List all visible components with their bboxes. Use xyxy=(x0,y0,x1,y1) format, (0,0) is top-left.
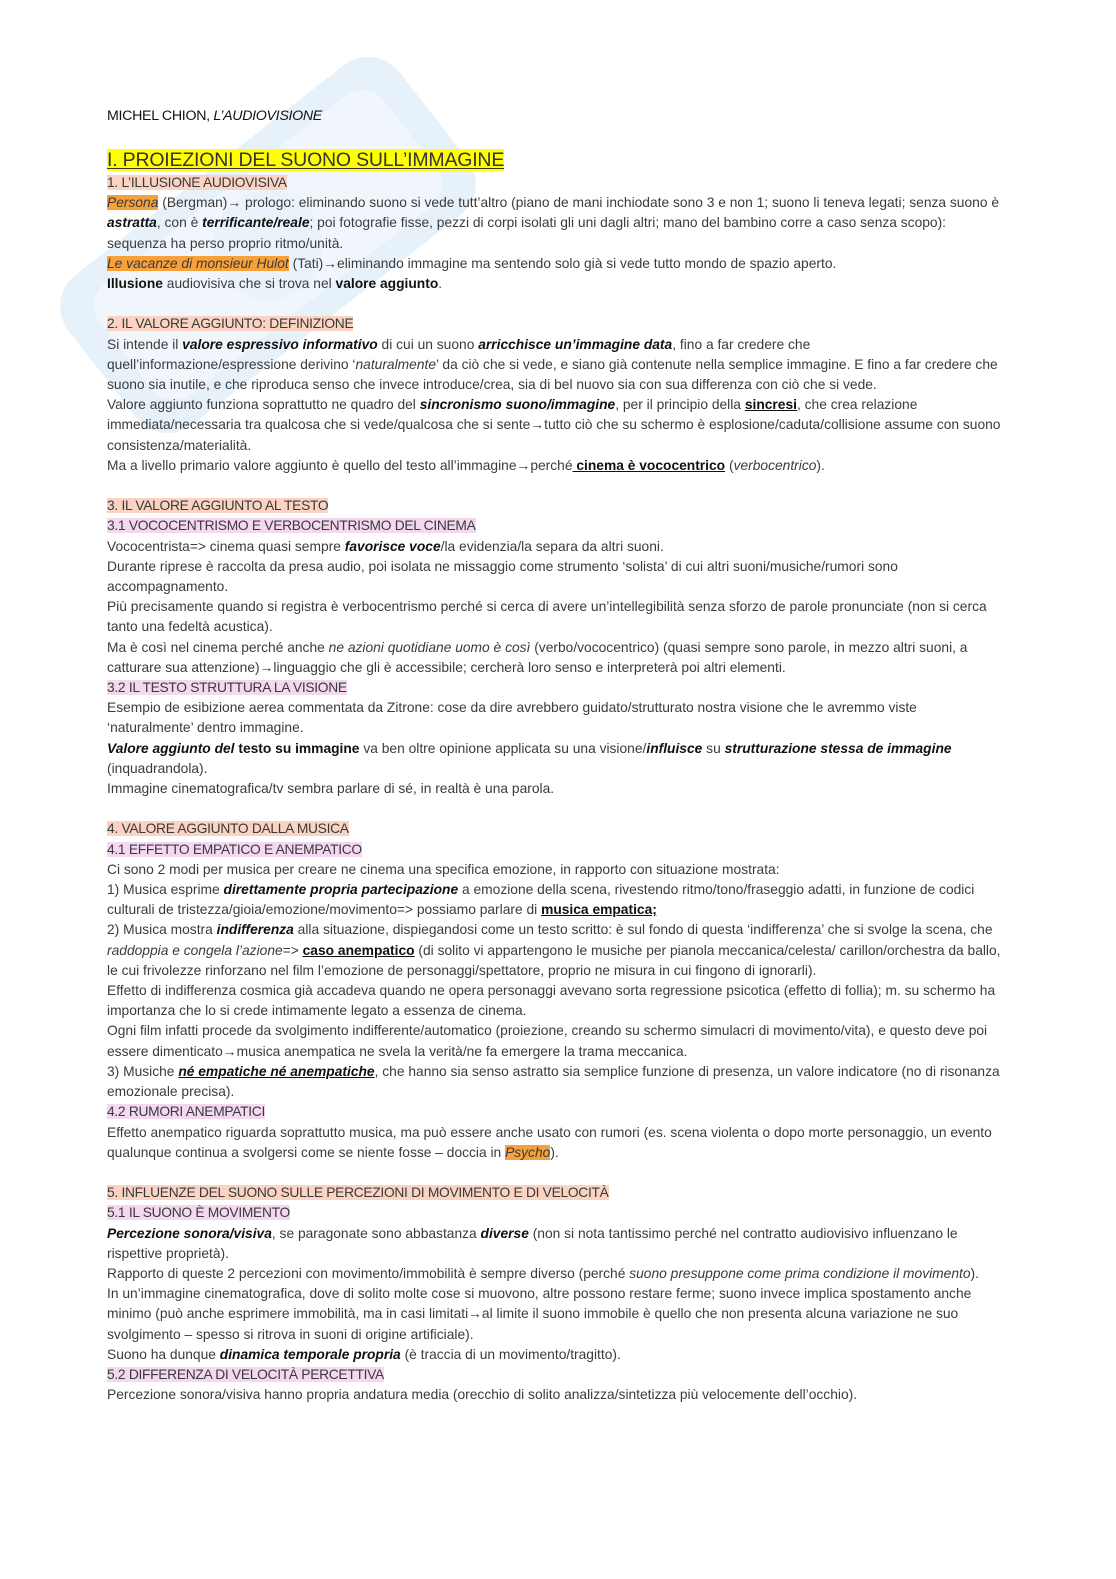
text-run: audiovisiva che si trova nel xyxy=(162,276,336,292)
key-term: terrificante/reale xyxy=(202,215,310,231)
text-run: Percezione sonora/visiva hanno propria andatura media (orecchio di solito analizza/sintetizza più velocemente dell’occhio). xyxy=(107,1387,858,1403)
text-run: (non si nota tantissimo perché nel contratto audiovisivo influenzano le rispettive proprietà). xyxy=(107,1225,958,1261)
text-run: ; poi fotografie fisse, pezzi di corpi isolati gli uni dagli altri; mano del bambino corre a caso senza scopo): sequenza ha perso proprio ritmo/unità. xyxy=(107,215,947,251)
key-term: dinamica temporale propria xyxy=(219,1346,401,1362)
document-page xyxy=(107,106,1003,1405)
section-heading xyxy=(107,819,1003,839)
subsection-heading-text: 5.2 DIFFERENZA DI VELOCITÀ PERCETTIVA xyxy=(107,1366,384,1382)
text-run: Vococentrista=> cinema quasi sempre xyxy=(107,538,345,554)
italic-text: raddoppia e congela l’azione xyxy=(107,942,283,958)
paragraph xyxy=(107,193,1003,254)
text-run: va ben oltre opinione applicata su una visione/ xyxy=(359,740,647,756)
text-run: Durante riprese è raccolta da presa audio, poi isolata ne missaggio come strumento ‘solista’ di cui altri suoni/musiche/rumori sono accompagnamento. xyxy=(107,558,898,595)
text-run: ). xyxy=(970,1265,979,1281)
text-run: (Bergman)→ prologo: eliminando suono si vede tutt’altro (piano de mani inchiodate sono 3 e non 1; suono li teneva legati; senza suono è xyxy=(158,195,999,211)
paragraph xyxy=(107,1123,1003,1163)
underlined-term: né empatiche né anempatiche xyxy=(178,1063,375,1079)
paragraph xyxy=(107,981,1003,1021)
subsection-heading xyxy=(107,1203,1003,1223)
paragraph xyxy=(107,698,1003,738)
key-term: sincronismo suono/immagine xyxy=(419,397,616,413)
paragraph xyxy=(107,254,1003,274)
text-run: Immagine cinematografica/tv sembra parlare di sé, in realtà è una parola. xyxy=(107,781,555,797)
key-term: valore espressivo informativo xyxy=(182,336,378,352)
paragraph xyxy=(107,1385,1003,1405)
text-run: , che hanno sia senso astratto sia semplice funzione di presenza, un valore indicatore (no di risonanza emozionale precisa). xyxy=(107,1063,1000,1100)
text-run: ( xyxy=(725,457,734,473)
text-run: (verbo/vococentrico) (quasi sempre sono parole, in mezzo altri suoni, a catturare sua attenzione)→linguaggio che gli è accessibile; cercherà loro senso e interpreterà poi altri elementi. xyxy=(107,639,968,675)
paragraph xyxy=(107,1284,1003,1345)
text-run: , se paragonate sono abbastanza xyxy=(271,1225,481,1241)
text-run: (Tati)→eliminando immagine ma sentendo solo già si vede tutto mondo de spazio aperto. xyxy=(288,255,837,271)
italic-text: suono presuppone come prima condizione il movimento xyxy=(629,1265,971,1281)
text-run: Ma a livello primario valore aggiunto è quello del testo all’immagine→perché xyxy=(107,457,573,473)
paragraph xyxy=(107,335,1003,396)
text-run: ). xyxy=(550,1144,559,1160)
paragraph xyxy=(107,1264,1003,1284)
key-term: arricchisce un’immagine data xyxy=(478,336,673,352)
subsection-heading xyxy=(107,516,1003,536)
text-run: , fino a far credere che quell’informazione/espressione derivino ‘ xyxy=(107,336,811,372)
film-title-highlight: Le vacanze di monsieur Hulot xyxy=(107,255,289,271)
key-term: valore aggiunto xyxy=(335,276,439,292)
document-title xyxy=(107,106,1003,126)
film-title-highlight: Psycho xyxy=(505,1144,551,1160)
key-term: Illusione xyxy=(107,276,163,292)
key-term: favorisce voce xyxy=(344,538,441,554)
text-run: ). xyxy=(816,457,825,473)
author-name: MICHEL CHION, xyxy=(107,108,214,124)
section-heading xyxy=(107,314,1003,334)
paragraph xyxy=(107,638,1003,678)
subsection-heading-text: 4.1 EFFETTO EMPATICO E ANEMPATICO xyxy=(107,841,362,857)
section-heading xyxy=(107,173,1003,193)
text-run: (è traccia di un movimento/tragitto). xyxy=(400,1346,621,1362)
text-run: a emozione della scena, rivestendo ritmo/tono/fraseggio adatti, in funzione de codici culturali de tristezza/gioia/emozione/movimento=> possiamo parlare di xyxy=(107,882,975,918)
text-run: , che crea relazione immediata/necessaria tra qualcosa che si vede/qualcosa che si sente→tutto ciò che su schermo è esplosione/caduta/collisione assume con suono consistenza/materialità. xyxy=(107,397,1001,453)
text-run: su xyxy=(702,740,725,756)
text-run: Ci sono 2 modi per musica per creare ne cinema una specifica emozione, in rapporto con situazione mostrata: xyxy=(107,861,780,877)
key-term: testo su immagine xyxy=(234,740,360,756)
key-term: strutturazione stessa de immagine xyxy=(724,740,952,756)
text-run: 1) Musica esprime xyxy=(107,882,224,898)
section-heading-text: 5. INFLUENZE DEL SUONO SULLE PERCEZIONI DI MOVIMENTO E DI VELOCITÀ xyxy=(107,1185,609,1201)
key-term: Percezione sonora/visiva xyxy=(107,1225,272,1241)
subsection-heading xyxy=(107,840,1003,860)
text-run: Si intende il xyxy=(107,336,183,352)
text-run: Esempio de esibizione aerea commentata da Zitrone: cose da dire avrebbero guidato/strutturato nostra visione che le avremmo viste ‘naturalmente’ dentro immagine. xyxy=(107,700,917,736)
subsection-heading xyxy=(107,1365,1003,1385)
text-run: Effetto di indifferenza cosmica già accadeva quando ne opera personaggi avevano sorta regressione psicotica (effetto di follia); m. su schermo ha importanza che lo si crede intimamente legato a essenza de cinema. xyxy=(107,983,996,1019)
text-run: Effetto anempatico riguarda soprattutto musica, ma può essere anche usato con rumori (es. scena violenta o dopo morte personaggio, un evento qualunque continua a svolgersi come se niente fosse – doccia in xyxy=(107,1124,992,1160)
italic-text: ne azioni quotidiane uomo è così xyxy=(328,639,531,655)
key-term: influisce xyxy=(646,740,703,756)
text-run: (inquadrandola). xyxy=(107,760,208,776)
text-run: . xyxy=(438,276,443,292)
italic-text: verbocentrico xyxy=(733,457,817,473)
paragraph xyxy=(107,739,1003,779)
text-run: 3) Musiche xyxy=(107,1063,179,1079)
paragraph xyxy=(107,456,1003,476)
section-heading-text: 1. L’ILLUSIONE AUDIOVISIVA xyxy=(107,175,287,190)
text-run: (di solito vi appartengono le musiche per pianola meccanica/celesta/ carillon/orchestra da ballo, le cui frivolezze rinforzano nel film l’emozione de personaggi/spettatore, proprio ne misura in cui fingono di ignorarli). xyxy=(107,942,1001,978)
key-term: astratta xyxy=(107,215,157,231)
key-term: direttamente propria partecipazione xyxy=(223,882,459,898)
subsection-heading-text: 4.2 RUMORI ANEMPATICI xyxy=(107,1104,266,1120)
paragraph xyxy=(107,274,1003,294)
paragraph xyxy=(107,597,1003,637)
section-heading xyxy=(107,496,1003,516)
film-title-highlight: Persona xyxy=(107,195,159,211)
paragraph xyxy=(107,557,1003,597)
underlined-term: caso anempatico xyxy=(302,942,415,958)
text-run: ’ da ciò che si vede, e siano già contenute nella semplice immagine. E fino a far credere che suono sia inutile, e che riproduca senso che invece introduce/crea, sia di bel nuovo sia con sua differenza con ciò che si vede. xyxy=(107,356,998,393)
text-run: alla situazione, dispiegandosi come un testo scritto: è sul fondo di questa ‘indifferenza’ che si svolge la scena, che xyxy=(293,922,993,938)
subsection-heading-text: 3.1 VOCOCENTRISMO E VERBOCENTRISMO DEL CINEMA xyxy=(107,518,476,534)
work-title: L’AUDIOVISIONE xyxy=(213,108,322,124)
text-run: In un’immagine cinematografica, dove di solito molte cose si muovono, altre possono restare ferme; suono invece implica spostamento anche minimo (può anche esprimere immobilità, ma in casi limitati→al limite il suono immobile è quello che non presenta alcuna variazione ne suo svolgimento – spesso si ritrova in suoni di origine artificiale). xyxy=(107,1286,972,1342)
section-heading-text: 3. IL VALORE AGGIUNTO AL TESTO xyxy=(107,498,329,514)
text-run: => xyxy=(282,942,303,958)
underlined-term: sincresi xyxy=(744,397,797,413)
paragraph xyxy=(107,537,1003,557)
text-run: Valore aggiunto funziona soprattutto ne quadro del xyxy=(107,397,420,413)
key-term: Valore aggiunto del xyxy=(107,740,235,756)
text-run: Più precisamente quando si registra è verbocentrismo perché si cerca di avere un’intellegibilità senza sforzo de parole pronunciate (non si cerca tanto una fedeltà acustica). xyxy=(107,599,987,635)
text-run: Ogni film infatti procede da svolgimento indifferente/automatico (proiezione, creando su schermo simulacri di movimento/vita), e questo deve poi essere dimenticato→musica anempatica ne svela la verità/ne fa emergere la trama meccanica. xyxy=(107,1023,988,1059)
paragraph xyxy=(107,860,1003,880)
subsection-heading xyxy=(107,678,1003,698)
subsection-heading-text: 3.2 IL TESTO STRUTTURA LA VISIONE xyxy=(107,680,347,696)
paragraph xyxy=(107,395,1003,456)
text-run: Rapporto di queste 2 percezioni con movimento/immobilità è sempre diverso (perché xyxy=(107,1265,630,1281)
italic-text: naturalmente xyxy=(355,356,437,372)
part-heading-text: I. PROIEZIONI DEL SUONO SULL’IMMAGINE xyxy=(107,149,505,171)
paragraph xyxy=(107,920,1003,981)
text-run: Ma è così nel cinema perché anche xyxy=(107,639,329,655)
paragraph xyxy=(107,1345,1003,1365)
paragraph xyxy=(107,880,1003,920)
underlined-term: cinema è vococentrico xyxy=(572,457,726,473)
subsection-heading-text: 5.1 IL SUONO È MOVIMENTO xyxy=(107,1205,290,1221)
underlined-term: musica empatica; xyxy=(541,902,657,918)
text-run: , per il principio della xyxy=(615,397,745,413)
key-term: diverse xyxy=(480,1225,529,1241)
text-run: di cui un suono xyxy=(377,336,479,352)
paragraph xyxy=(107,1062,1003,1102)
section-heading-text: 4. VALORE AGGIUNTO DALLA MUSICA xyxy=(107,821,349,837)
paragraph xyxy=(107,1224,1003,1264)
text-run: /la evidenzia/la separa da altri suoni. xyxy=(440,538,664,554)
text-run: Suono ha dunque xyxy=(107,1346,220,1362)
paragraph xyxy=(107,779,1003,799)
part-heading xyxy=(107,147,1003,173)
section-heading xyxy=(107,1183,1003,1203)
text-run: , con è xyxy=(156,215,203,231)
section-heading-text: 2. IL VALORE AGGIUNTO: DEFINIZIONE xyxy=(107,316,354,332)
paragraph xyxy=(107,1021,1003,1061)
subsection-heading xyxy=(107,1102,1003,1122)
text-run: 2) Musica mostra xyxy=(107,922,217,938)
key-term: indifferenza xyxy=(216,922,294,938)
